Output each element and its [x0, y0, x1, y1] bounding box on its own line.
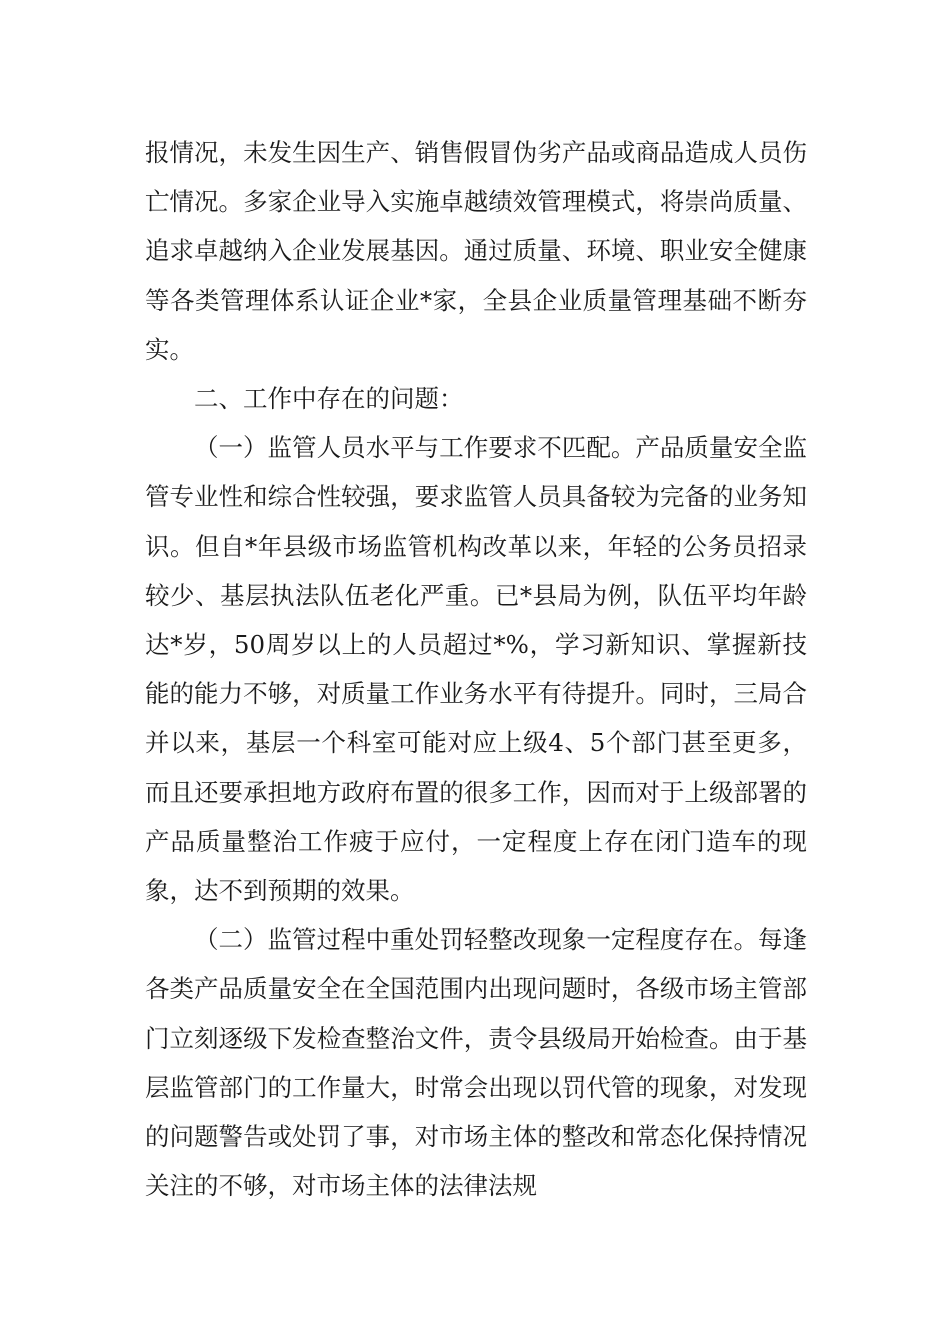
paragraph-issue-one: （一）监管人员水平与工作要求不匹配。产品质量安全监管专业性和综合性较强，要求监管人员具备较为完备的业务知识。但自*年县级市场监管机构改革以来，年轻的公务员招录较少、基层执法队伍老化严重。已*县局为例，队伍平均年龄达*岁，50周岁以上的人员超过*%，学习新知识、掌握新技能的能力不够，对质量工作业务水平有待提升。同时，三局合并以来，基层一个科室可能对应上级4、5个部门甚至更多，而且还要承担地方政府布置的很多工作，因而对于上级部署的产品质量整治工作疲于应付，一定程度上存在闭门造车的现象，达不到预期的效果。 — [145, 433, 807, 906]
paragraph-issue-two: （二）监管过程中重处罚轻整改现象一定程度存在。每逢各类产品质量安全在全国范围内出现问题时，各级市场主管部门立刻逐级下发检查整治文件，责令县级局开始检查。由于基层监管部门的工作量大，时常会出现以罚代管的现象，对发现的问题警告或处罚了事，对市场主体的整改和常态化保持情况关注的不够，对市场主体的法律法规 — [145, 925, 807, 1201]
document-body — [145, 128, 807, 1210]
paragraph-continued: 报情况，未发生因生产、销售假冒伪劣产品或商品造成人员伤亡情况。多家企业导入实施卓越绩效管理模式，将崇尚质量、追求卓越纳入企业发展基因。通过质量、环境、职业安全健康等各类管理体系认证企业*家，全县企业质量管理基础不断夯实。 — [145, 138, 807, 364]
section-heading-problems: 二、工作中存在的问题： — [194, 384, 464, 414]
